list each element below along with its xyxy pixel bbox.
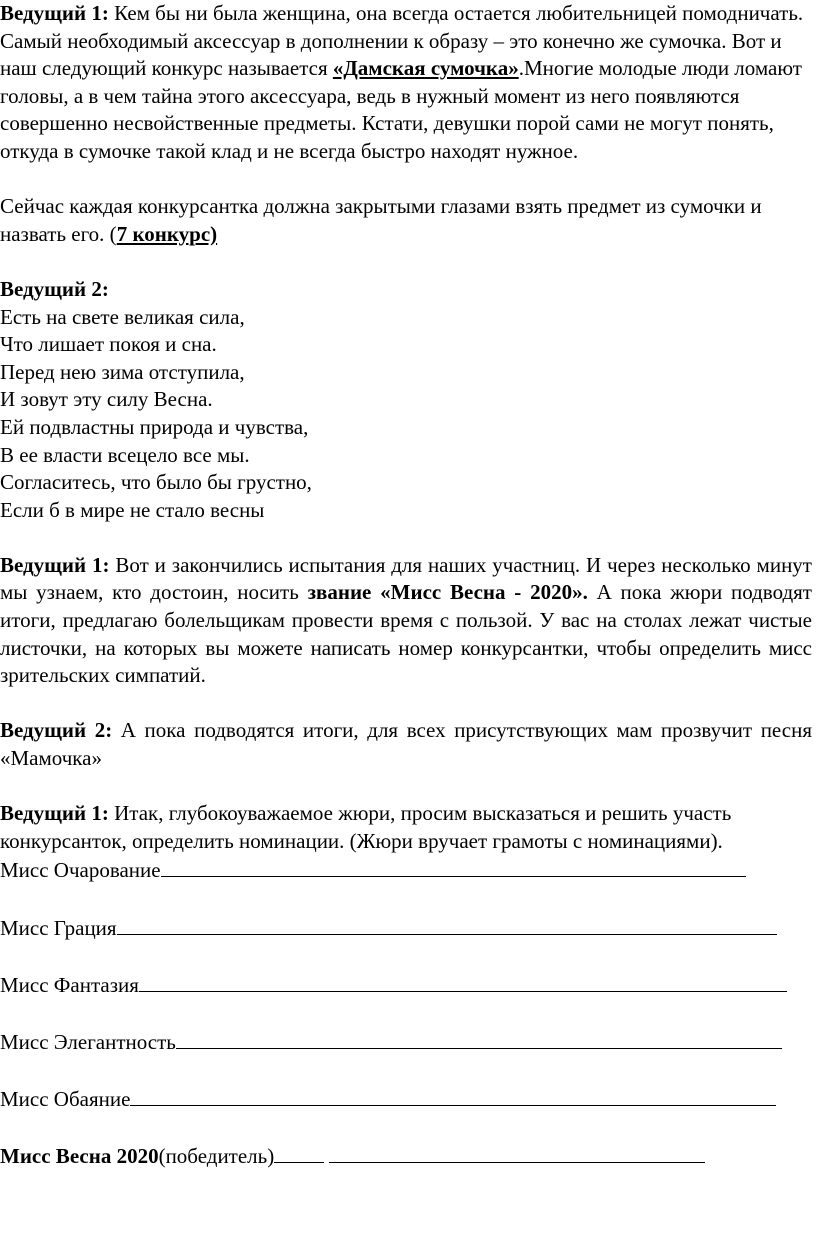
- title-miss-spring: звание «Мисс Весна - 2020».: [307, 580, 588, 605]
- paragraph-host1-handbag: [0, 0, 812, 166]
- speaker-label: Ведущий 2:: [0, 276, 109, 301]
- speaker-label: Ведущий 1:: [0, 552, 110, 577]
- spacer: [0, 248, 816, 276]
- spacer: [0, 885, 816, 913]
- nomination-row: [0, 855, 812, 885]
- nomination-label: Мисс Обаяние: [0, 1087, 131, 1112]
- contest-number: 7 конкурс): [116, 221, 218, 246]
- poem-line: Перед нею зима отступила,: [0, 359, 245, 384]
- nomination-label: Мисс Фантазия: [0, 972, 139, 997]
- poem-line: Есть на свете великая сила,: [0, 304, 245, 329]
- nomination-row: [0, 913, 812, 943]
- speaker-label: Ведущий 2:: [0, 718, 113, 743]
- nomination-label: Мисс Очарование: [0, 858, 161, 883]
- poem-line: Ей подвластны природа и чувства,: [0, 414, 309, 439]
- nomination-label: Мисс Элегантность: [0, 1029, 176, 1054]
- paragraph-host2-song: [0, 717, 812, 772]
- nomination-blank-line[interactable]: [161, 855, 746, 877]
- spacer: [0, 942, 816, 970]
- poem-line: Что лишает покоя и сна.: [0, 332, 217, 357]
- paragraph-text: Кем бы ни была женщина, она всегда остается любительницей помодничать. Самый необходимый аксессуар в дополнении к образу – это конечно же сумочка. Вот и наш следующий конкурс называется: [0, 1, 804, 81]
- spacer: [0, 1057, 816, 1085]
- paragraph-text: Сейчас каждая конкурсантка должна закрытыми глазами взять предмет из сумочки и назвать его. (: [0, 194, 762, 246]
- winner-blank-line[interactable]: [329, 1141, 705, 1163]
- nomination-blank-line[interactable]: [117, 913, 777, 935]
- paragraph-text: А пока жюри подводят итоги, предлагаю болельщикам провести время с пользой. У вас на столах лежат чистые листочки, на которых вы можете написать номер конкурсантки, чтобы определить мисс зрительских симпатий.: [0, 580, 812, 688]
- winner-row: [0, 1141, 812, 1171]
- nomination-label: Мисс Грация: [0, 915, 117, 940]
- winner-blank-short[interactable]: [274, 1141, 324, 1163]
- paragraph-host1-jury: [0, 800, 812, 855]
- poem: [0, 304, 816, 525]
- spacer: [0, 773, 816, 801]
- nomination-blank-line[interactable]: [139, 970, 787, 992]
- nomination-blank-line[interactable]: [176, 1027, 782, 1049]
- poem-line: Согласитесь, что было бы грустно,: [0, 470, 312, 495]
- nomination-row: [0, 970, 812, 1000]
- spacer: [0, 166, 816, 194]
- winner-label: Мисс Весна 2020: [0, 1144, 159, 1169]
- paragraph-text: Итак, глубокоуважаемое жюри, просим высказаться и решить участь конкурсанток, определить номинации. (Жюри вручает грамоты с номинациями).: [0, 801, 732, 853]
- paragraph-text: Вот и закончились испытания для наших участниц. И через несколько минут мы узнаем, кто достоин, носить: [0, 552, 812, 605]
- poem-line: Если б в мире не стало весны: [0, 497, 265, 522]
- speaker-label: Ведущий 1:: [0, 801, 109, 826]
- poem-speaker: [0, 276, 812, 304]
- contest-name: «Дамская сумочка»: [332, 56, 519, 81]
- spacer: [0, 690, 816, 718]
- speaker-label: Ведущий 1:: [0, 1, 109, 25]
- paragraph-text: .Многие молодые люди ломают головы, а в чем тайна этого аксессуара, ведь в нужный момент из него появляются совершенно несвойственные предметы. Кстати, девушки порой сами не могут понять, откуда в сумочке такой клад и не всегда быстро находят нужное.: [0, 56, 802, 163]
- spacer: [0, 999, 816, 1027]
- nomination-blank-line[interactable]: [130, 1084, 776, 1106]
- paragraph-host1-results: [0, 552, 812, 690]
- poem-line: И зовут эту силу Весна.: [0, 387, 213, 412]
- nomination-row: [0, 1027, 812, 1057]
- spacer: [0, 1114, 816, 1142]
- poem-line: В ее власти всецело все мы.: [0, 442, 250, 467]
- nomination-row: [0, 1084, 812, 1114]
- winner-note: (победитель): [158, 1144, 275, 1169]
- paragraph-contest-instructions: [0, 193, 812, 248]
- spacer: [0, 524, 816, 552]
- paragraph-text: А пока подводятся итоги, для всех присутствующих мам прозвучит песня «Мамочка»: [0, 718, 812, 771]
